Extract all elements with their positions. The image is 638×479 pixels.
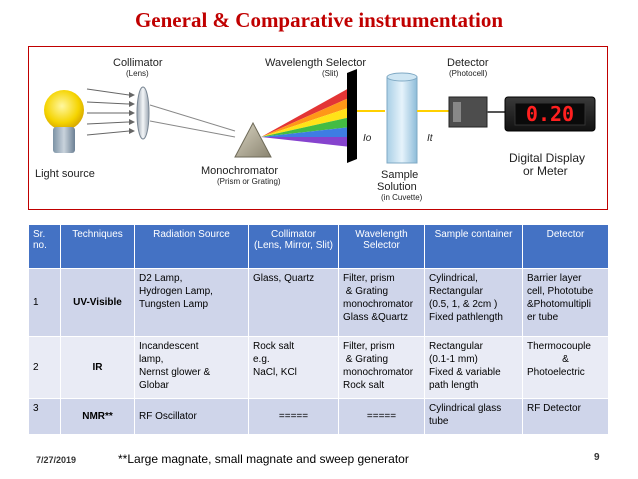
label-detector-sub: (Photocell)	[449, 69, 488, 78]
label-light-source: Light source	[35, 168, 95, 180]
cell-line: RF Detector	[527, 403, 581, 414]
cell-line: Rock salt	[343, 380, 385, 391]
table-row	[29, 269, 609, 337]
cell-line: Barrier layer	[527, 273, 582, 284]
cell-container	[425, 337, 523, 399]
cell-line: =====	[366, 411, 397, 422]
label-sample-sub: (in Cuvette)	[381, 193, 423, 202]
header-detector: Detector	[523, 225, 609, 269]
cell-selector	[339, 269, 425, 337]
cell-sr: 1	[29, 269, 61, 337]
cell-line: Hydrogen Lamp,	[139, 286, 213, 297]
cell-line: Incandescent	[139, 341, 199, 352]
cell-line: Glass, Quartz	[253, 273, 315, 284]
cell-source	[135, 337, 249, 399]
cell-container	[425, 269, 523, 337]
cell-line: Fixed & variable	[429, 367, 501, 378]
cell-line: Rock salt	[253, 341, 295, 352]
cell-line: RF Oscillator	[139, 411, 197, 422]
cell-line: NaCl, KCl	[253, 367, 297, 378]
collimated-beams	[150, 105, 235, 137]
light-rays	[87, 89, 129, 135]
cell-line: Photoelectric	[527, 367, 585, 378]
cell-line: Fixed pathlength	[429, 312, 503, 323]
cell-technique: NMR**	[61, 399, 135, 435]
table-row	[29, 337, 609, 399]
cell-line: cell, Phototube	[527, 286, 594, 297]
photocell-icon	[449, 97, 487, 127]
header-collimator	[249, 225, 339, 269]
collimator-lens-icon	[137, 87, 149, 139]
cell-line: er tube	[527, 312, 559, 323]
cell-sr: 2	[29, 337, 61, 399]
cell-line: Rectangular	[429, 286, 483, 297]
cell-detector	[523, 337, 609, 399]
cell-line: D2 Lamp,	[139, 273, 183, 284]
label-detector: Detector	[447, 57, 489, 69]
label-sample-2: Solution	[377, 181, 417, 193]
cell-technique: UV-Visible	[61, 269, 135, 337]
cell-line: Globar	[139, 380, 170, 391]
label-it: It	[427, 133, 433, 144]
cuvette-icon	[387, 73, 417, 163]
cell-line: &	[562, 354, 569, 365]
header-sample-container: Sample container	[425, 225, 523, 269]
cell-line: monochromator	[343, 299, 414, 310]
cell-collimator	[249, 337, 339, 399]
cell-line: monochromator	[343, 367, 414, 378]
ray-arrowheads	[129, 92, 135, 134]
label-display-2: or Meter	[523, 164, 568, 178]
header-collimator-title: Collimator	[270, 229, 316, 240]
label-monochromator: Monochromator	[201, 165, 279, 177]
cell-source	[135, 269, 249, 337]
cell-detector	[523, 399, 609, 435]
label-wavelength-selector-sub: (Slit)	[322, 69, 339, 78]
instrumentation-table	[28, 224, 609, 435]
header-collimator-sub: (Lens, Mirror, Slit)	[254, 240, 333, 251]
diagram-svg	[29, 47, 607, 209]
cell-line: =====	[278, 411, 309, 422]
cell-source	[135, 399, 249, 435]
table-header-row	[29, 225, 609, 269]
cell-line: & Grating	[343, 354, 389, 365]
label-collimator: Collimator	[113, 57, 163, 69]
label-sample-1: Sample	[381, 169, 419, 181]
cell-line: (0.1-1 mm)	[429, 354, 478, 365]
cell-selector	[339, 337, 425, 399]
display-value: 0.20	[525, 102, 575, 126]
cell-line: Filter, prism	[343, 273, 395, 284]
cell-line: Cylindrical glass	[429, 403, 502, 414]
header-wavelength-selector: Wavelength Selector	[339, 225, 425, 269]
slit-icon	[347, 69, 357, 163]
cell-line: Cylindrical,	[429, 273, 478, 284]
cell-line: Glass &Quartz	[343, 312, 409, 323]
light-source-bulb-icon	[44, 90, 84, 153]
spectrum-rays	[261, 87, 351, 147]
footer-date: 7/27/2019	[36, 455, 77, 465]
label-monochromator-sub: (Prism or Grating)	[217, 177, 281, 186]
cell-line: tube	[429, 416, 449, 427]
prism-icon	[235, 123, 271, 157]
header-techniques: Techniques	[61, 225, 135, 269]
cell-selector	[339, 399, 425, 435]
label-collimator-sub: (Lens)	[126, 69, 149, 78]
cell-line: Tungsten Lamp	[139, 299, 209, 310]
label-display-1: Digital Display	[509, 151, 586, 165]
page-title: General & Comparative instrumentation	[134, 8, 504, 32]
label-i0: Io	[363, 133, 372, 144]
cell-line: Thermocouple	[527, 341, 591, 352]
cell-collimator	[249, 269, 339, 337]
cell-detector	[523, 269, 609, 337]
spectrophotometer-diagram	[28, 46, 608, 210]
cell-line: & Grating	[343, 286, 389, 297]
cell-line: Nernst glower &	[139, 367, 211, 378]
cell-line: path length	[429, 380, 479, 391]
label-wavelength-selector: Wavelength Selector	[265, 57, 367, 69]
cell-line: lamp,	[139, 354, 164, 365]
cell-line: &Photomultipli	[527, 299, 591, 310]
cell-technique: IR	[61, 337, 135, 399]
cell-sr: 3	[29, 399, 61, 435]
header-radiation-source: Radiation Source	[135, 225, 249, 269]
cell-line: Rectangular	[429, 341, 483, 352]
cell-container	[425, 399, 523, 435]
cell-line: e.g.	[253, 354, 270, 365]
cell-line: (0.5, 1, & 2cm )	[429, 299, 498, 310]
cell-collimator	[249, 399, 339, 435]
table-row	[29, 399, 609, 435]
cell-line: Filter, prism	[343, 341, 395, 352]
header-sr: Sr. no.	[29, 225, 61, 269]
footnote: **Large magnate, small magnate and sweep generator	[118, 452, 409, 466]
page-number: 9	[594, 452, 600, 463]
